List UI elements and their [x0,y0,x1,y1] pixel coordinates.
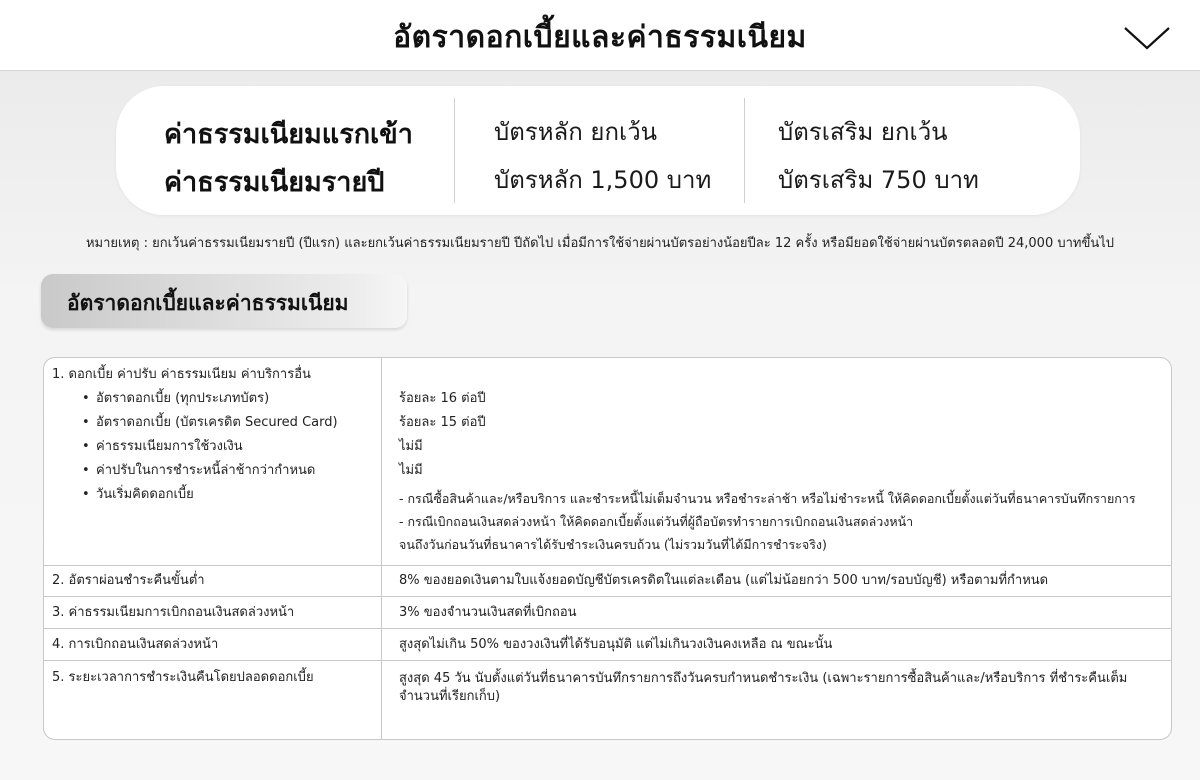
main-card-fees [494,86,754,215]
row1-value: ร้อยละ 16 ต่อปี [399,391,486,406]
row3-label: 3. ค่าธรรมเนียมการเบิกถอนเงินสดล่วงหน้า [52,605,295,620]
section-title: อัตราดอกเบี้ยและค่าธรรมเนียม [67,291,349,315]
row-divider [44,628,1171,629]
row1-item: • ค่าปรับในการชำระหนี้ล่าช้ากว่ากำหนด [96,459,315,483]
row1-value: ไม่มี [399,439,423,454]
row1-heading: 1. ดอกเบี้ย ค่าปรับ ค่าธรรมเนียม ค่าบริการอื่น [52,367,311,382]
row4-value: สูงสุดไม่เกิน 50% ของวงเงินที่ได้รับอนุมัติ แต่ไม่เกินวงเงินคงเหลือ ณ ขณะนั้น [399,637,833,652]
supp-card-annual-fee: บัตรเสริม 750 บาท [778,166,979,194]
divider [744,98,745,203]
row1-item: • อัตราดอกเบี้ย (ทุกประเภทบัตร) [96,387,269,411]
row-divider [44,660,1171,661]
section-heading [41,274,407,328]
main-card-entrance-fee: บัตรหลัก ยกเว้น [494,118,658,146]
rates-table [43,357,1172,740]
entrance-fee-label: ค่าธรรมเนียมแรกเข้า [164,119,413,150]
row3-value: 3% ของจำนวนเงินสดที่เบิกถอน [399,605,577,620]
row1-value: ร้อยละ 15 ต่อปี [399,415,486,430]
row2-label: 2. อัตราผ่อนชำระคืนขั้นต่ำ [52,573,205,588]
interest-start-line: จนถึงวันก่อนวันที่ธนาคารได้รับชำระเงินครบถ้วน (ไม่รวมวันที่ได้มีการชำระจริง) [399,537,827,552]
row5-label: 5. ระยะเวลาการชำระเงินคืนโดยปลอดดอกเบี้ย [52,670,314,685]
row1-value: ไม่มี [399,463,423,478]
page-title: อัตราดอกเบี้ยและค่าธรรมเนียม [393,20,807,55]
row1-item: • อัตราดอกเบี้ย (บัตรเครดิต Secured Card) [96,411,338,435]
row1-item: • ค่าธรรมเนียมการใช้วงเงิน [96,435,243,459]
supp-card-entrance-fee: บัตรเสริม ยกเว้น [778,118,948,146]
interest-start-line: - กรณีซื้อสินค้าและ/หรือบริการ และชำระหนี้ไม่เต็มจำนวน หรือชำระล่าช้า หรือไม่ชำระหนี้ ให้คิดดอกเบี้ยตั้งแต่วันที่ธนาคารบันทึกรายการ [399,491,1136,506]
row4-label: 4. การเบิกถอนเงินสดล่วงหน้า [52,637,219,652]
row-divider [44,565,1171,566]
page-header [0,0,1200,71]
row1-item: • วันเริ่มคิดดอกเบี้ย [96,483,194,507]
supplementary-card-fees [778,86,1058,215]
fee-labels [164,86,454,215]
fee-note: หมายเหตุ : ยกเว้นค่าธรรมเนียมรายปี (ปีแรก) และยกเว้นค่าธรรมเนียมรายปี ปีถัดไป เมื่อมีการใช้จ่ายผ่านบัตรอย่างน้อยปีละ 12 ครั้ง หรือมียอดใช้จ่ายผ่านบัตรตลอดปี 24,000 บาทขึ้นไป [85,236,1115,251]
fee-summary-card [116,86,1080,215]
column-divider [381,358,382,739]
chevron-down-icon[interactable] [1122,20,1172,54]
main-card-annual-fee: บัตรหลัก 1,500 บาท [494,166,712,194]
interest-start-line: - กรณีเบิกถอนเงินสดล่วงหน้า ให้คิดดอกเบี้ยตั้งแต่วันที่ผู้ถือบัตรทำรายการเบิกถอนเงินสดล่วงหน้า [399,514,914,529]
row-divider [44,596,1171,597]
annual-fee-label: ค่าธรรมเนียมรายปี [164,167,385,198]
divider [454,98,455,203]
row5-value: สูงสุด 45 วัน นับตั้งแต่วันที่ธนาคารบันทึกรายการถึงวันครบกำหนดชำระเงิน (เฉพาะรายการซื้อสินค้าและ/หรือบริการ ที่ชำระคืนเต็มจำนวนที่เรียกเก็บ) [399,671,1128,704]
row2-value: 8% ของยอดเงินตามใบแจ้งยอดบัญชีบัตรเครดิตในแต่ละเดือน (แต่ไม่น้อยกว่า 500 บาท/รอบบัญชี) หรือตามที่กำหนด [399,573,1049,588]
